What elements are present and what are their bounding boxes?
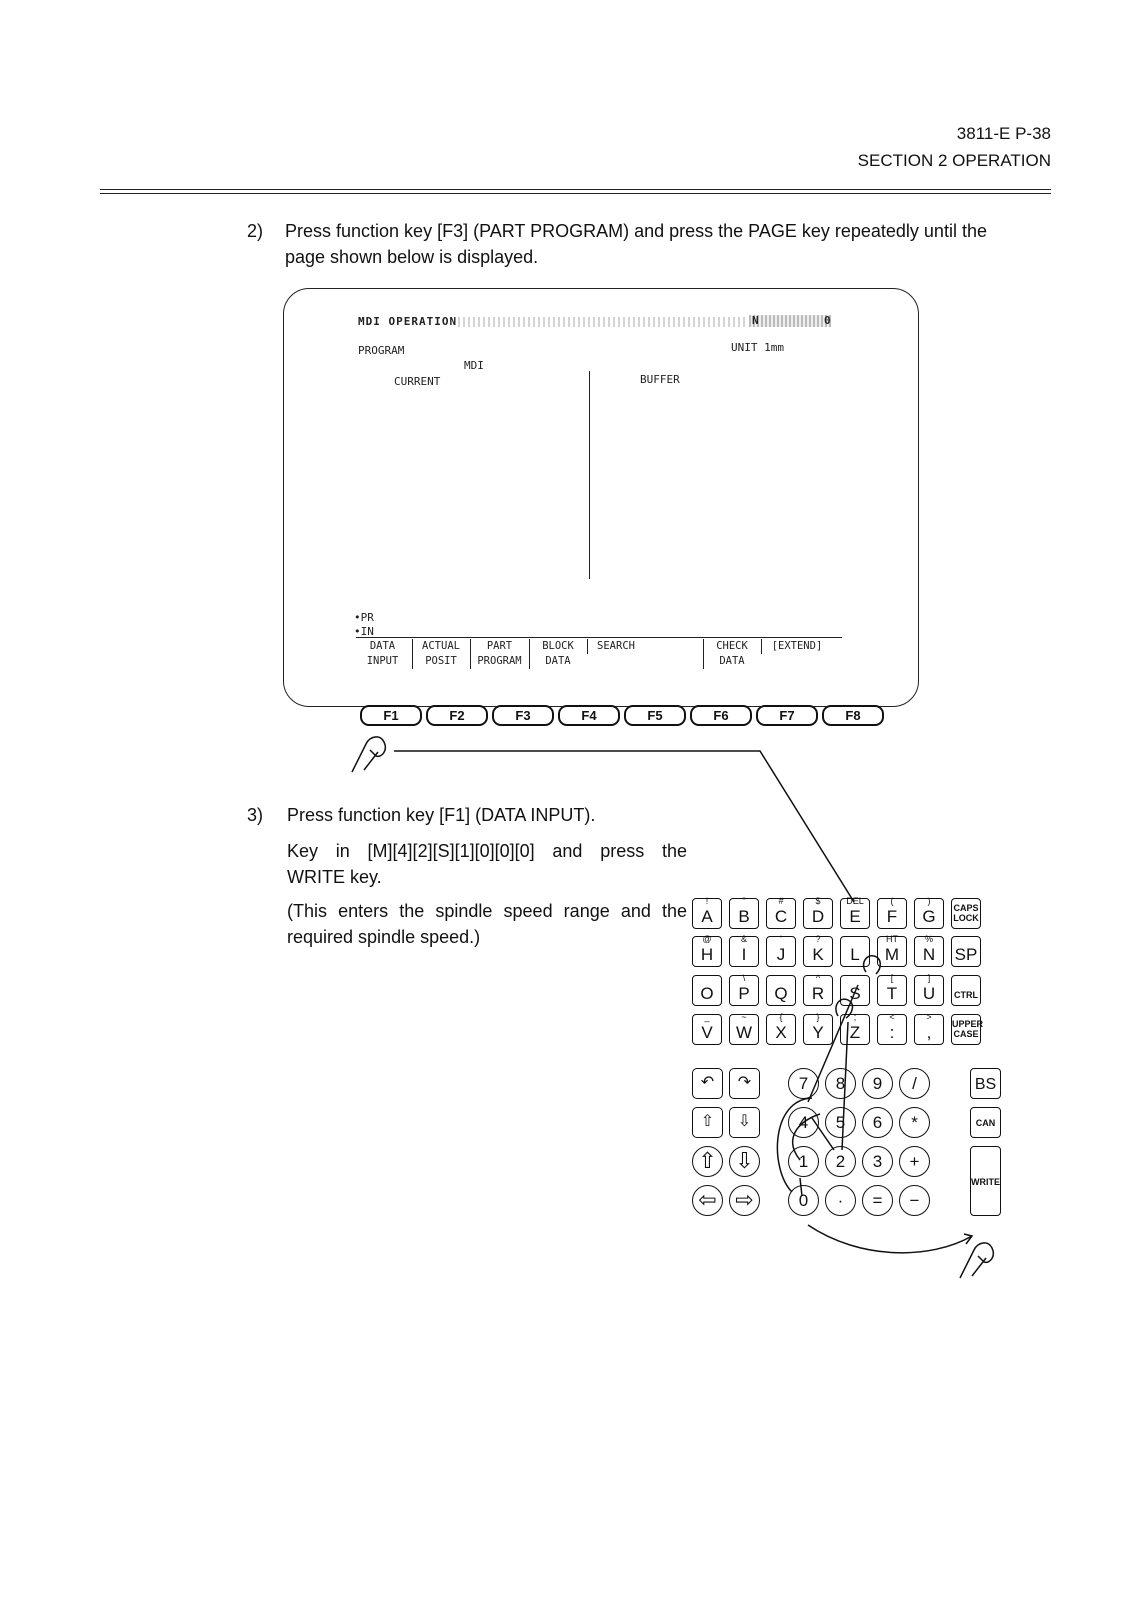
key-nine[interactable]: 9 bbox=[862, 1068, 893, 1099]
arrow-up-icon[interactable]: ⇧ bbox=[692, 1146, 723, 1177]
key-five[interactable]: 5 bbox=[825, 1107, 856, 1138]
key-write[interactable]: WRITE bbox=[970, 1146, 1001, 1216]
func-label-f1: DATA INPUT bbox=[366, 640, 399, 667]
key-secondary-label: " bbox=[742, 896, 746, 906]
hand-pointer-icon bbox=[864, 956, 881, 974]
key-secondary-label: > bbox=[926, 1012, 932, 1022]
func-label-f3: PART PROGRAM bbox=[470, 639, 528, 669]
arrow-down-icon[interactable]: ⇩ bbox=[729, 1146, 760, 1177]
key-primary-label: G bbox=[922, 907, 936, 926]
key-primary-label: CAPS LOCK bbox=[953, 903, 979, 923]
key-primary-label: J bbox=[776, 945, 786, 964]
key-slash[interactable]: / bbox=[899, 1068, 930, 1099]
key-can[interactable]: CAN bbox=[970, 1107, 1001, 1138]
key-one[interactable]: 1 bbox=[788, 1146, 819, 1177]
page-back-icon[interactable]: ↶ bbox=[692, 1068, 723, 1099]
f5-key[interactable]: F5 bbox=[624, 705, 686, 726]
key-primary-label: : bbox=[889, 1023, 895, 1042]
key-primary-label: L bbox=[850, 945, 860, 964]
doc-code: 3811-E P-38 bbox=[956, 124, 1051, 143]
key-primary-label: W bbox=[735, 1023, 753, 1042]
step-number: 3) bbox=[247, 805, 264, 825]
program-label: PROGRAM bbox=[358, 344, 405, 357]
key-two[interactable]: 2 bbox=[825, 1146, 856, 1177]
f7-key[interactable]: F7 bbox=[756, 705, 818, 726]
key-secondary-label: ] bbox=[927, 973, 931, 983]
key-primary-label: O bbox=[700, 984, 714, 1003]
key-four[interactable]: 4 bbox=[788, 1107, 819, 1138]
key-primary-label: V bbox=[701, 1023, 713, 1042]
key-primary-label: F bbox=[886, 907, 898, 926]
f4-key[interactable]: F4 bbox=[558, 705, 620, 726]
step-3-line-1: Press function key [F1] (DATA INPUT). bbox=[287, 805, 596, 825]
key-plus[interactable]: + bbox=[899, 1146, 930, 1177]
key-primary-label: X bbox=[775, 1023, 787, 1042]
key-decimal[interactable]: · bbox=[825, 1185, 856, 1216]
key-primary-label: CTRL bbox=[954, 990, 978, 1000]
current-label: CURRENT bbox=[394, 375, 441, 388]
screen-title: MDI OPERATION bbox=[358, 315, 458, 328]
key-primary-label: E bbox=[849, 907, 861, 926]
key-secondary-label: % bbox=[924, 934, 933, 944]
in-indicator: •IN bbox=[354, 625, 374, 638]
key-secondary-label: < bbox=[889, 1012, 895, 1022]
key-secondary-label: [ bbox=[890, 973, 894, 983]
key-primary-label: D bbox=[811, 907, 825, 926]
key-zero[interactable]: 0 bbox=[788, 1185, 819, 1216]
page-up-icon[interactable]: ⇧ bbox=[692, 1107, 723, 1138]
step-2-line-2: page shown below is displayed. bbox=[285, 247, 539, 267]
f8-key[interactable]: F8 bbox=[822, 705, 884, 726]
key-primary-label: Q bbox=[774, 984, 788, 1003]
buffer-label: BUFFER bbox=[640, 373, 680, 386]
key-secondary-label: _ bbox=[704, 1012, 710, 1022]
key-secondary-label: $ bbox=[815, 896, 821, 906]
step-3-p3b: required spindle speed.) bbox=[287, 927, 481, 947]
func-label-f8: [EXTEND] bbox=[761, 639, 832, 654]
key-secondary-label: DEL bbox=[846, 896, 864, 906]
key-primary-label: M bbox=[884, 945, 900, 964]
key-six[interactable]: 6 bbox=[862, 1107, 893, 1138]
step-3-p2b: WRITE key. bbox=[287, 867, 382, 887]
n-label: N bbox=[752, 314, 759, 327]
key-secondary-label: } bbox=[816, 1012, 820, 1022]
key-secondary-label: # bbox=[778, 896, 784, 906]
key-primary-label: Y bbox=[812, 1023, 824, 1042]
func-label-f5: SEARCH bbox=[587, 639, 644, 654]
key-bs[interactable]: BS bbox=[970, 1068, 1001, 1099]
step-2-line-1: Press function key [F3] (PART PROGRAM) and press the PAGE key repeatedly until the bbox=[285, 221, 987, 241]
key-secondary-label: ; bbox=[853, 1012, 857, 1022]
mdi-label: MDI bbox=[464, 359, 484, 372]
arrow-left-icon[interactable]: ⇦ bbox=[692, 1185, 723, 1216]
key-primary-label: I bbox=[741, 945, 747, 964]
key-primary-label: A bbox=[701, 907, 713, 926]
key-primary-label: , bbox=[926, 1023, 932, 1042]
key-secondary-label: ! bbox=[705, 896, 709, 906]
func-label-f2: ACTUAL POSIT bbox=[412, 639, 469, 669]
unit-label: UNIT 1mm bbox=[731, 341, 784, 354]
key-secondary-label: ^ bbox=[815, 973, 821, 983]
key-equals[interactable]: = bbox=[862, 1185, 893, 1216]
arrow-right-icon[interactable]: ⇨ bbox=[729, 1185, 760, 1216]
step-3-p3a: (This enters the spindle speed range and the bbox=[287, 901, 687, 921]
key-primary-label: N bbox=[922, 945, 936, 964]
key-secondary-label: ) bbox=[927, 896, 931, 906]
key-primary-label: H bbox=[700, 945, 714, 964]
key-primary-label: K bbox=[812, 945, 824, 964]
key-secondary-label: \ bbox=[742, 973, 746, 983]
key-secondary-label: @ bbox=[702, 934, 712, 944]
key-asterisk[interactable]: * bbox=[899, 1107, 930, 1138]
key-secondary-label: ? bbox=[815, 934, 821, 944]
hand-pointer-icon bbox=[352, 737, 385, 772]
key-eight[interactable]: 8 bbox=[825, 1068, 856, 1099]
f3-key[interactable]: F3 bbox=[492, 705, 554, 726]
f1-key[interactable]: F1 bbox=[360, 705, 422, 726]
step-3-p2a: Key in [M][4][2][S][1][0][0][0] and press the bbox=[287, 841, 687, 861]
key-primary-label: U bbox=[922, 984, 936, 1003]
key-primary-label: SP bbox=[954, 945, 978, 964]
page-forward-icon[interactable]: ↷ bbox=[729, 1068, 760, 1099]
func-label-f4: BLOCK DATA bbox=[529, 639, 586, 669]
key-primary-label: S bbox=[849, 984, 861, 1003]
key-secondary-label: HT bbox=[886, 934, 898, 944]
f6-key[interactable]: F6 bbox=[690, 705, 752, 726]
key-primary-label: UPPER CASE bbox=[952, 1019, 984, 1039]
key-primary-label: Z bbox=[849, 1023, 861, 1042]
step-number: 2) bbox=[247, 221, 264, 241]
key-secondary-label: ' bbox=[780, 934, 782, 944]
pr-indicator: •PR bbox=[354, 611, 374, 624]
key-minus[interactable]: − bbox=[899, 1185, 930, 1216]
key-secondary-label: ~ bbox=[741, 1012, 747, 1022]
n-value: 0 bbox=[824, 314, 831, 327]
key-secondary-label: ( bbox=[890, 896, 894, 906]
key-secondary-label: { bbox=[779, 1012, 783, 1022]
key-primary-label: B bbox=[738, 907, 750, 926]
key-seven[interactable]: 7 bbox=[788, 1068, 819, 1099]
key-primary-label: P bbox=[738, 984, 750, 1003]
key-primary-label: R bbox=[811, 984, 825, 1003]
key-secondary-label: & bbox=[740, 934, 747, 944]
key-three[interactable]: 3 bbox=[862, 1146, 893, 1177]
page-down-icon[interactable]: ⇩ bbox=[729, 1107, 760, 1138]
hand-pointer-icon bbox=[960, 1243, 993, 1278]
func-label-f7: CHECK DATA bbox=[703, 639, 760, 669]
f2-key[interactable]: F2 bbox=[426, 705, 488, 726]
section-title: SECTION 2 OPERATION bbox=[857, 151, 1051, 170]
key-primary-label: C bbox=[774, 907, 788, 926]
key-primary-label: T bbox=[886, 984, 898, 1003]
